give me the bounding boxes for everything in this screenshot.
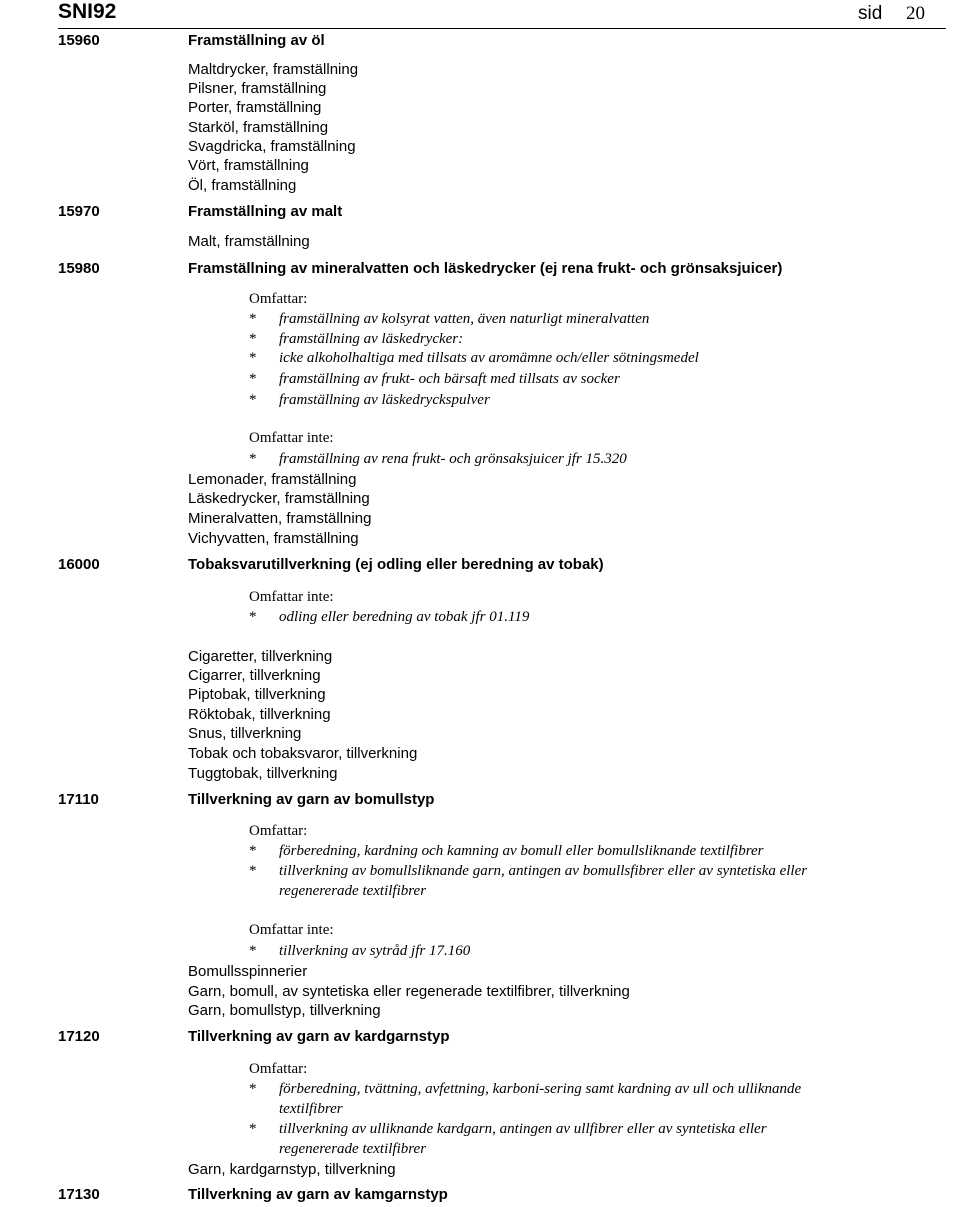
section-title: Framställning av mineralvatten och läskedrycker (ej rena frukt- och grönsaksjuicer) [188, 260, 783, 277]
bullet-text-continued: regenererade textilfibrer [279, 883, 427, 899]
bullet-marker: * [249, 843, 257, 859]
section-code: 15970 [58, 203, 100, 220]
list-item: Garn, kardgarnstyp, tillverkning [188, 1161, 396, 1178]
list-item: Porter, framställning [188, 99, 322, 116]
section-code: 15980 [58, 260, 100, 277]
list-item: Cigaretter, tillverkning [188, 648, 333, 665]
section-code: 17110 [58, 791, 99, 808]
bullet-marker: * [249, 609, 257, 625]
bullet-text: tillverkning av ulliknande kardgarn, antingen av ullfibrer eller av syntetiska eller [279, 1121, 767, 1137]
bullet-text-continued: regenererade textilfibrer [279, 1141, 427, 1157]
bullet-text: framställning av frukt- och bärsaft med tillsats av socker [279, 371, 620, 387]
list-item: Vört, framställning [188, 157, 309, 174]
bullet-text: framställning av läskedrycker: [279, 331, 464, 347]
section-code: 16000 [58, 556, 100, 573]
list-item: Röktobak, tillverkning [188, 706, 331, 723]
list-item: Malt, framställning [188, 233, 310, 250]
list-item: Pilsner, framställning [188, 80, 327, 97]
list-item: Öl, framställning [188, 177, 297, 194]
bullet-marker: * [249, 863, 257, 879]
bullet-text: framställning av rena frukt- och grönsaksjuicer jfr 15.320 [279, 451, 627, 467]
bullet-text-continued: textilfibrer [279, 1101, 343, 1117]
list-item: Vichyvatten, framställning [188, 530, 359, 547]
list-item: Mineralvatten, framställning [188, 510, 372, 527]
bullet-marker: * [249, 1121, 257, 1137]
bullet-marker: * [249, 392, 257, 408]
list-item: Piptobak, tillverkning [188, 686, 326, 703]
excludes-label: Omfattar inte: [249, 922, 334, 938]
list-item: Garn, bomullstyp, tillverkning [188, 1002, 381, 1019]
list-item: Tuggtobak, tillverkning [188, 765, 338, 782]
includes-label: Omfattar: [249, 1061, 308, 1077]
list-item: Svagdricka, framställning [188, 138, 356, 155]
list-item: Garn, bomull, av syntetiska eller regenerade textilfibrer, tillverkning [188, 983, 630, 1000]
section-title: Tillverkning av garn av bomullstyp [188, 791, 435, 808]
bullet-marker: * [249, 311, 257, 327]
section-title: Tillverkning av garn av kardgarnstyp [188, 1028, 450, 1045]
section-title: Tillverkning av garn av kamgarnstyp [188, 1186, 448, 1203]
bullet-text: icke alkoholhaltiga med tillsats av aromämne och/eller sötningsmedel [279, 350, 699, 366]
bullet-text: tillverkning av bomullsliknande garn, antingen av bomullsfibrer eller av syntetiska eller [279, 863, 808, 879]
bullet-text: framställning av kolsyrat vatten, även naturligt mineralvatten [279, 311, 650, 327]
section-code: 17130 [58, 1186, 100, 1203]
page-number: 20 [906, 3, 925, 24]
bullet-text: förberedning, tvättning, avfettning, karboni-sering samt kardning av ull och ulliknande [279, 1081, 802, 1097]
bullet-marker: * [249, 350, 257, 366]
bullet-text: framställning av läskedryckspulver [279, 392, 490, 408]
list-item: Maltdrycker, framställning [188, 61, 359, 78]
header-rule [58, 28, 946, 29]
bullet-marker: * [249, 331, 257, 347]
bullet-marker: * [249, 451, 257, 467]
section-title: Tobaksvarutillverkning (ej odling eller beredning av tobak) [188, 556, 604, 573]
includes-label: Omfattar: [249, 823, 308, 839]
section-code: 15960 [58, 32, 100, 49]
section-title: Framställning av malt [188, 203, 343, 220]
list-item: Lemonader, framställning [188, 471, 357, 488]
document-title: SNI92 [58, 0, 117, 23]
excludes-label: Omfattar inte: [249, 430, 334, 446]
includes-label: Omfattar: [249, 291, 308, 307]
list-item: Bomullsspinnerier [188, 963, 308, 980]
excludes-label: Omfattar inte: [249, 589, 334, 605]
bullet-marker: * [249, 1081, 257, 1097]
bullet-text: förberedning, kardning och kamning av bomull eller bomullsliknande textilfibrer [279, 843, 764, 859]
list-item: Läskedrycker, framställning [188, 490, 370, 507]
page-label: sid [858, 3, 883, 24]
list-item: Starköl, framställning [188, 119, 329, 136]
bullet-text: odling eller beredning av tobak jfr 01.119 [279, 609, 530, 625]
list-item: Cigarrer, tillverkning [188, 667, 321, 684]
list-item: Snus, tillverkning [188, 725, 302, 742]
bullet-marker: * [249, 943, 257, 959]
section-title: Framställning av öl [188, 32, 325, 49]
section-code: 17120 [58, 1028, 100, 1045]
bullet-text: tillverkning av sytråd jfr 17.160 [279, 943, 471, 959]
bullet-marker: * [249, 371, 257, 387]
list-item: Tobak och tobaksvaror, tillverkning [188, 745, 418, 762]
